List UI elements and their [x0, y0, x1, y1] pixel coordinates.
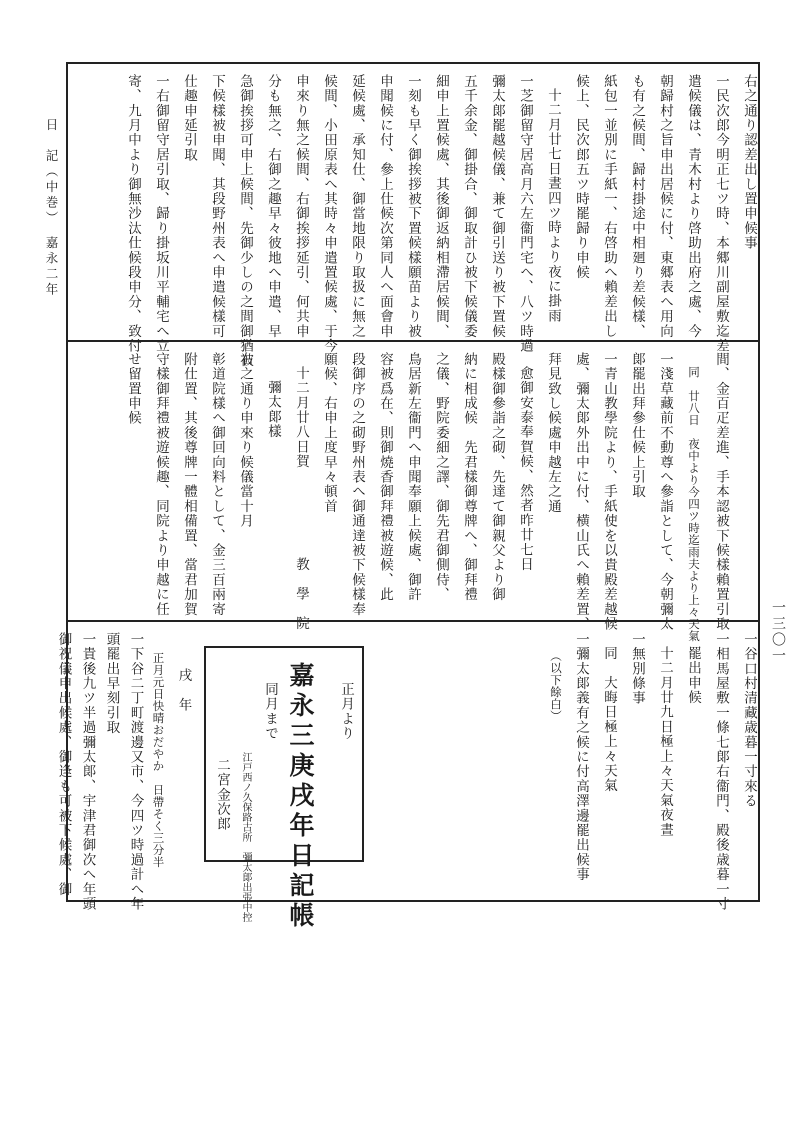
text-column: 下候樣被申聞、其段野州表へ申遣候樣可	[209, 74, 225, 339]
text-column: 彌太郞罷越候儀、兼て御引送り被下置候	[489, 74, 505, 339]
text-column: 延候處、承知仕、御當地限り取扱に無之	[349, 74, 365, 339]
text-column: 一右御留守居引取、歸り掛坂川平輔宅へ立	[153, 74, 169, 354]
text-column: 之儀、野院委細之譯、御先君御側侍、	[433, 352, 449, 602]
text-column: 候上、民次郎五ツ時罷歸り申候	[573, 74, 589, 280]
place-label: 江戸西ノ久保路古所 彌太郞出張中控	[240, 752, 251, 922]
text-column: 遣候儀は、青木村より啓助出府之處、今	[685, 74, 701, 339]
text-column: 一谷口村清藏歳暮一寸來る	[741, 632, 757, 809]
text-column: 納に相成候 先君樣御尊牌へ、御拜禮	[461, 352, 477, 602]
text-column: 罷出申候	[685, 646, 701, 705]
text-column: 容被爲在、則御燒香御拜禮被遊候、此	[377, 352, 393, 602]
middle-section	[68, 342, 758, 642]
text-column: 間、金百疋差進、手本認被下候樣賴置引取	[713, 352, 729, 632]
text-column: 殿樣御參詣之砌、先達て御親父より御	[489, 352, 505, 602]
page-number: 一三〇一	[770, 600, 786, 664]
text-column: 正月元日快晴おだやか 日帶そく三分半	[151, 652, 166, 868]
text-column: 細申上置候處、其後御返納相滯居候間、	[433, 74, 449, 339]
text-column: 紙包一並別に手紙一、右啓助へ賴差出し	[601, 74, 617, 339]
text-column: 候間、小田原表へ其時々申遣置候處、于今	[321, 74, 337, 354]
text-column: 彰道院樣へ御回向料として、金三百兩寄	[209, 352, 225, 617]
text-column: 郞罷出拜參仕候上引取	[629, 352, 645, 499]
text-column: 五千余金、御掛合、御取計ひ被下候儀委	[461, 74, 477, 339]
text-column: 戌 年	[175, 668, 192, 713]
text-column: 十二月廿八日賀 教 學 院	[293, 366, 309, 631]
text-column: 附仕置、其後尊牌一體相備置、當君加賀	[181, 352, 197, 617]
text-column: 分も無之、右御之趣早々彼地へ申遣、早	[265, 74, 281, 339]
running-header: 日 記（中巻） 嘉永二年	[44, 118, 59, 298]
text-column: 一彌太郞義有之候に付高澤邊罷出候事	[573, 632, 589, 882]
text-column: 彌太郞樣	[265, 380, 281, 439]
text-column: 一無別條事	[629, 632, 645, 706]
author-name: 二宮金次郎	[214, 758, 230, 832]
text-column: 一刻も早く御挨拶被下置候樣願苗より被	[405, 74, 421, 339]
top-section	[68, 64, 758, 368]
text-column: 同 廿八日 夜中より今四ツ時迄雨夫より上々天氣	[687, 366, 701, 642]
to-label: 同月まで	[262, 682, 278, 741]
text-column: 一青山教學院より、手紙使を以貴殿差越候	[601, 352, 617, 632]
text-column: 頭罷出早刻引取	[103, 632, 120, 735]
text-column: 守樣御拜禮被遊候趣、同院より申越に任	[153, 352, 169, 617]
text-column: 願候、右申上度早々頓首	[321, 352, 337, 514]
text-column: 拜見致し候處申越左之通	[545, 352, 561, 514]
text-column: 一相馬屋敷一條七郞右衞門、殿後歳暮一寸	[713, 632, 729, 912]
text-column: 一民次郎今明正七ツ時、本郷川副屋敷迄差	[713, 74, 729, 354]
text-column: （以下餘白）	[549, 650, 563, 722]
text-column: 仕趣申延引取	[181, 74, 197, 163]
page-frame	[55, 62, 760, 932]
text-column: 一貴後九ツ半過彌太郞、宇津君御次へ年頭	[79, 632, 96, 912]
text-column: 御祝儀申出候處、御逢も可被下候處、御	[55, 632, 72, 897]
text-column: 段御序の之砌野州表へ御通達被下候樣奉	[349, 352, 365, 617]
diary-title-box	[204, 646, 364, 932]
text-column: 愈御安泰奉賀候、然者昨廿七日	[517, 366, 533, 572]
text-column: 申聞候に付、參上仕候次第同人へ面會申	[377, 74, 393, 339]
text-column: 寄、九月中より御無沙汰仕候段申分、致付	[125, 74, 141, 354]
text-column: せ留置申候	[125, 352, 141, 426]
text-column: 鳥居新左衞門へ申聞奉願上候處、御許	[405, 352, 421, 602]
text-column: 右之通り認差出し置申候事	[741, 74, 757, 251]
text-column: も有之候間、歸村掛途中相廻り差候樣、	[629, 74, 645, 339]
text-column: 十二月廿九日極上々天氣夜晝	[657, 646, 673, 838]
text-column: 右之通り申來り候儀當十月	[237, 352, 253, 529]
text-column: 申來り無之候間、右御挨拶延引、何共申	[293, 74, 309, 339]
from-label: 正月より	[338, 682, 354, 741]
text-column: 急御挨拶可申上候間、先御少しの之間御猶被	[237, 74, 253, 368]
text-column: 一下谷二丁町渡邊又市、今四ツ時過計へ年	[127, 632, 144, 912]
text-column: 一淺草藏前不動尊へ參詣として、今朝彌太	[657, 352, 673, 632]
text-column: 朝歸村之旨申出居候に付、東郷表へ用向	[657, 74, 673, 339]
text-column: 處、彌太郞外出中に付、横山氏へ賴差置、	[573, 352, 589, 632]
diary-title: 嘉永三庚戌年日記帳	[286, 662, 315, 932]
text-column: 十二月廿七日晝四ツ時より夜に掛雨	[545, 88, 561, 324]
bottom-section	[55, 622, 758, 932]
text-column: 同 大晦日極上々天氣	[601, 646, 617, 793]
text-column: 一芝御留守居高月六左衞門宅へ、八ツ時過	[517, 74, 533, 354]
